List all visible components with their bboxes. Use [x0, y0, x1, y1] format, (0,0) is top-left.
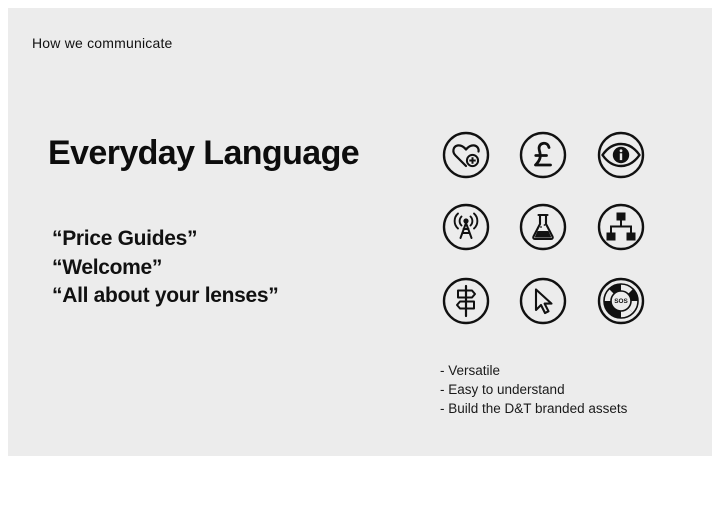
quote-item: “Welcome” — [52, 255, 163, 279]
sos-lifebuoy-icon — [596, 276, 646, 326]
sos-label: SOS — [614, 298, 628, 306]
quote-item: “Price Guides” — [52, 227, 198, 250]
slide — [8, 8, 712, 456]
heart-plus-icon — [441, 130, 491, 180]
list-item: - Easy to understand — [440, 382, 565, 397]
quote-item: “All about your lenses” — [52, 284, 279, 307]
list-item: - Build the D&T branded assets — [440, 401, 628, 416]
eye-info-icon — [596, 130, 646, 180]
list-item: - Versatile — [440, 363, 501, 378]
signpost-icon — [441, 276, 491, 326]
section-title: How we communicate — [32, 35, 173, 51]
pound-icon — [518, 130, 568, 180]
hierarchy-icon — [596, 202, 646, 252]
feature-list — [440, 361, 627, 418]
icon-grid — [440, 130, 652, 322]
page-title: Everyday Language — [48, 134, 360, 172]
broadcast-tower-icon — [441, 202, 491, 252]
quote-list — [52, 225, 278, 311]
cursor-icon — [518, 276, 568, 326]
lab-flask-icon — [518, 202, 568, 252]
